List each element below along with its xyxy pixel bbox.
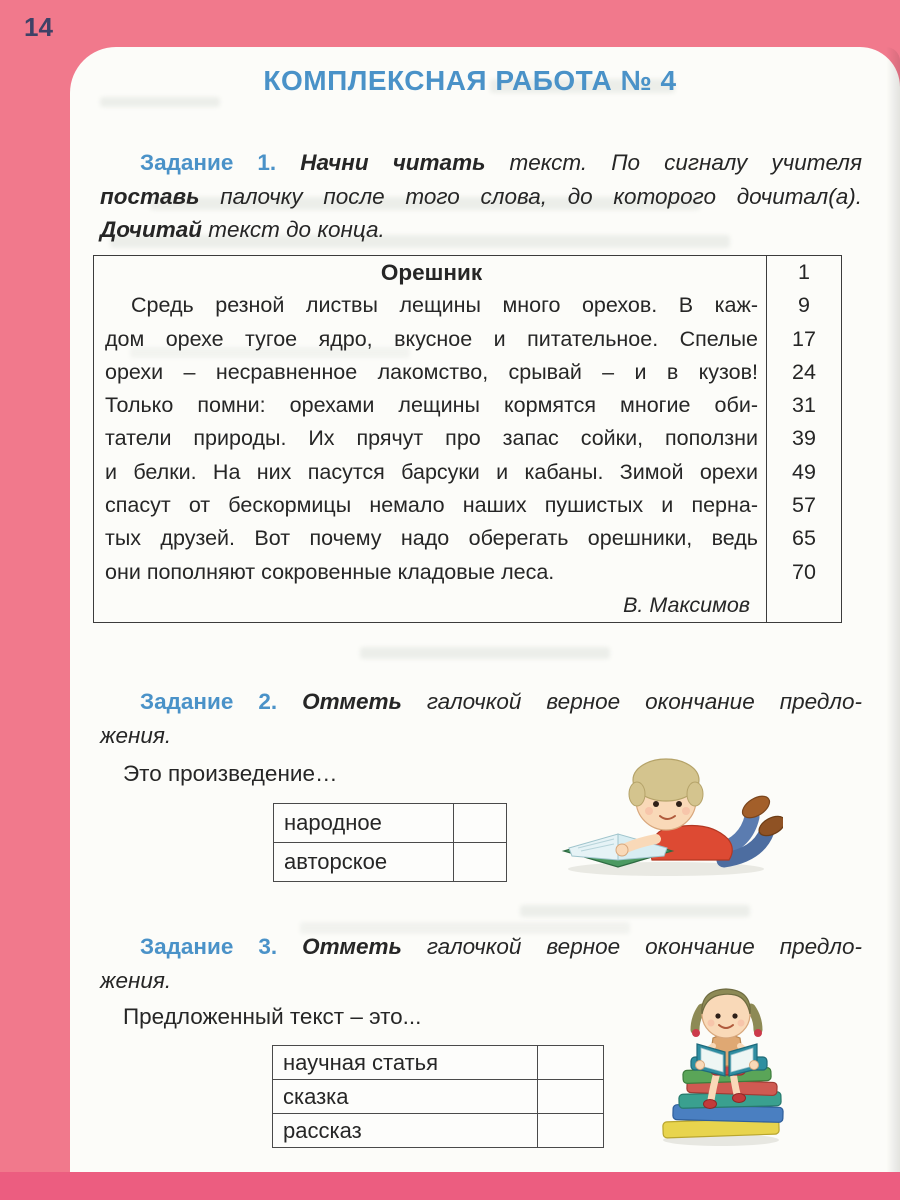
reading-line — [94, 522, 841, 555]
word-count: 17 — [766, 323, 841, 356]
reading-line — [94, 289, 841, 322]
reading-line — [94, 456, 841, 489]
checkbox-cell[interactable] — [537, 1080, 603, 1113]
ghost-text-artifact — [520, 905, 750, 917]
task1-instruction — [100, 146, 862, 247]
reading-line-text: Средь резной листвы лещины много орехов. В каж- — [131, 293, 758, 318]
word-count: 65 — [766, 522, 841, 555]
checkbox-cell[interactable] — [537, 1046, 603, 1079]
reading-line-text: тых друзей. Вот почему надо оберегать орешники, ведь — [105, 526, 758, 551]
option-row — [273, 1046, 603, 1080]
reading-line — [94, 256, 841, 289]
task3-label: Задание 3. — [140, 934, 278, 959]
reading-line — [94, 323, 841, 356]
task2-prompt: Это произведение… — [123, 761, 338, 786]
reading-passage-box — [93, 255, 842, 623]
option-label: народное — [284, 810, 382, 835]
reading-line-text: они пополняют сокровенные кладовые леса. — [105, 559, 555, 584]
ghost-text-artifact — [100, 97, 220, 107]
word-count: 49 — [766, 456, 841, 489]
word-count: 70 — [766, 555, 841, 588]
task2-instruction — [100, 685, 862, 752]
word-count: 24 — [766, 356, 841, 389]
option-label: авторское — [284, 849, 388, 874]
task1-line2: поставь палочку после того слова, до которого дочитал(а). — [100, 183, 862, 209]
checkbox-cell[interactable] — [537, 1114, 603, 1147]
reading-line — [94, 422, 841, 455]
reading-line-text: татели природы. Их прячут про запас сойки, поползни — [105, 426, 758, 451]
task3-options-table — [272, 1045, 604, 1148]
task2-label: Задание 2. — [140, 689, 278, 714]
task3-line1: Задание 3. Отметь галочкой верное окончание предло- — [140, 934, 862, 959]
page-number: 14 — [24, 12, 53, 42]
option-row — [273, 1080, 603, 1114]
reading-line-text: и белки. На них пасутся барсуки и кабаны. Зимой орехи — [105, 459, 758, 484]
word-count: 1 — [766, 256, 841, 289]
task3-line2: жения. — [100, 967, 172, 993]
word-count: 57 — [766, 489, 841, 522]
page-edge-shadow — [886, 47, 900, 1172]
option-label: научная статья — [283, 1049, 439, 1075]
task2-options-table — [273, 803, 507, 882]
page-title: КОМПЛЕКСНАЯ РАБОТА № 4 — [263, 65, 677, 96]
task2-line1: Задание 2. Отметь галочкой верное окончание предло- — [140, 689, 862, 714]
reading-line — [94, 356, 841, 389]
task2-line2: жения. — [100, 722, 172, 748]
reading-line — [94, 489, 841, 522]
option-row — [274, 804, 506, 843]
ghost-text-artifact — [360, 647, 610, 659]
word-count — [766, 589, 841, 622]
option-label: рассказ — [283, 1117, 362, 1143]
checkbox-cell[interactable] — [453, 804, 506, 842]
page-sheet — [70, 47, 900, 1172]
option-label: сказка — [283, 1083, 349, 1109]
word-count: 31 — [766, 389, 841, 422]
task1-line1: Задание 1. Начни читать текст. По сигналу учителя — [140, 150, 863, 175]
word-count: 9 — [766, 289, 841, 322]
reading-line — [94, 555, 841, 588]
option-row — [273, 1114, 603, 1147]
reading-line-text: Только помни: орехами лещины кормятся многие оби- — [105, 393, 758, 418]
task3-prompt: Предложенный текст – это... — [123, 1004, 422, 1029]
word-count: 39 — [766, 422, 841, 455]
reading-line-text: спасут от бескормицы немало наших пушистых и перна- — [105, 492, 758, 517]
option-row — [274, 843, 506, 881]
bottom-pink-band — [0, 1172, 900, 1200]
task1-line3: Дочитай текст до конца. — [100, 217, 385, 242]
boy-reading-illustration — [548, 747, 783, 879]
task1-label: Задание 1. — [140, 150, 277, 175]
reading-line-text: дом орехе тугое ядро, вкусное и питательное. Спелые — [105, 326, 758, 351]
reading-line-text: Орешник — [380, 259, 483, 285]
reading-line — [94, 389, 841, 422]
reading-line-text: орехи – несравненное лакомство, срывай – и в кузов! — [105, 359, 758, 384]
checkbox-cell[interactable] — [453, 843, 506, 881]
reading-line-text: В. Максимов — [623, 592, 750, 617]
girl-on-books-illustration — [655, 980, 800, 1148]
reading-line — [94, 589, 841, 622]
